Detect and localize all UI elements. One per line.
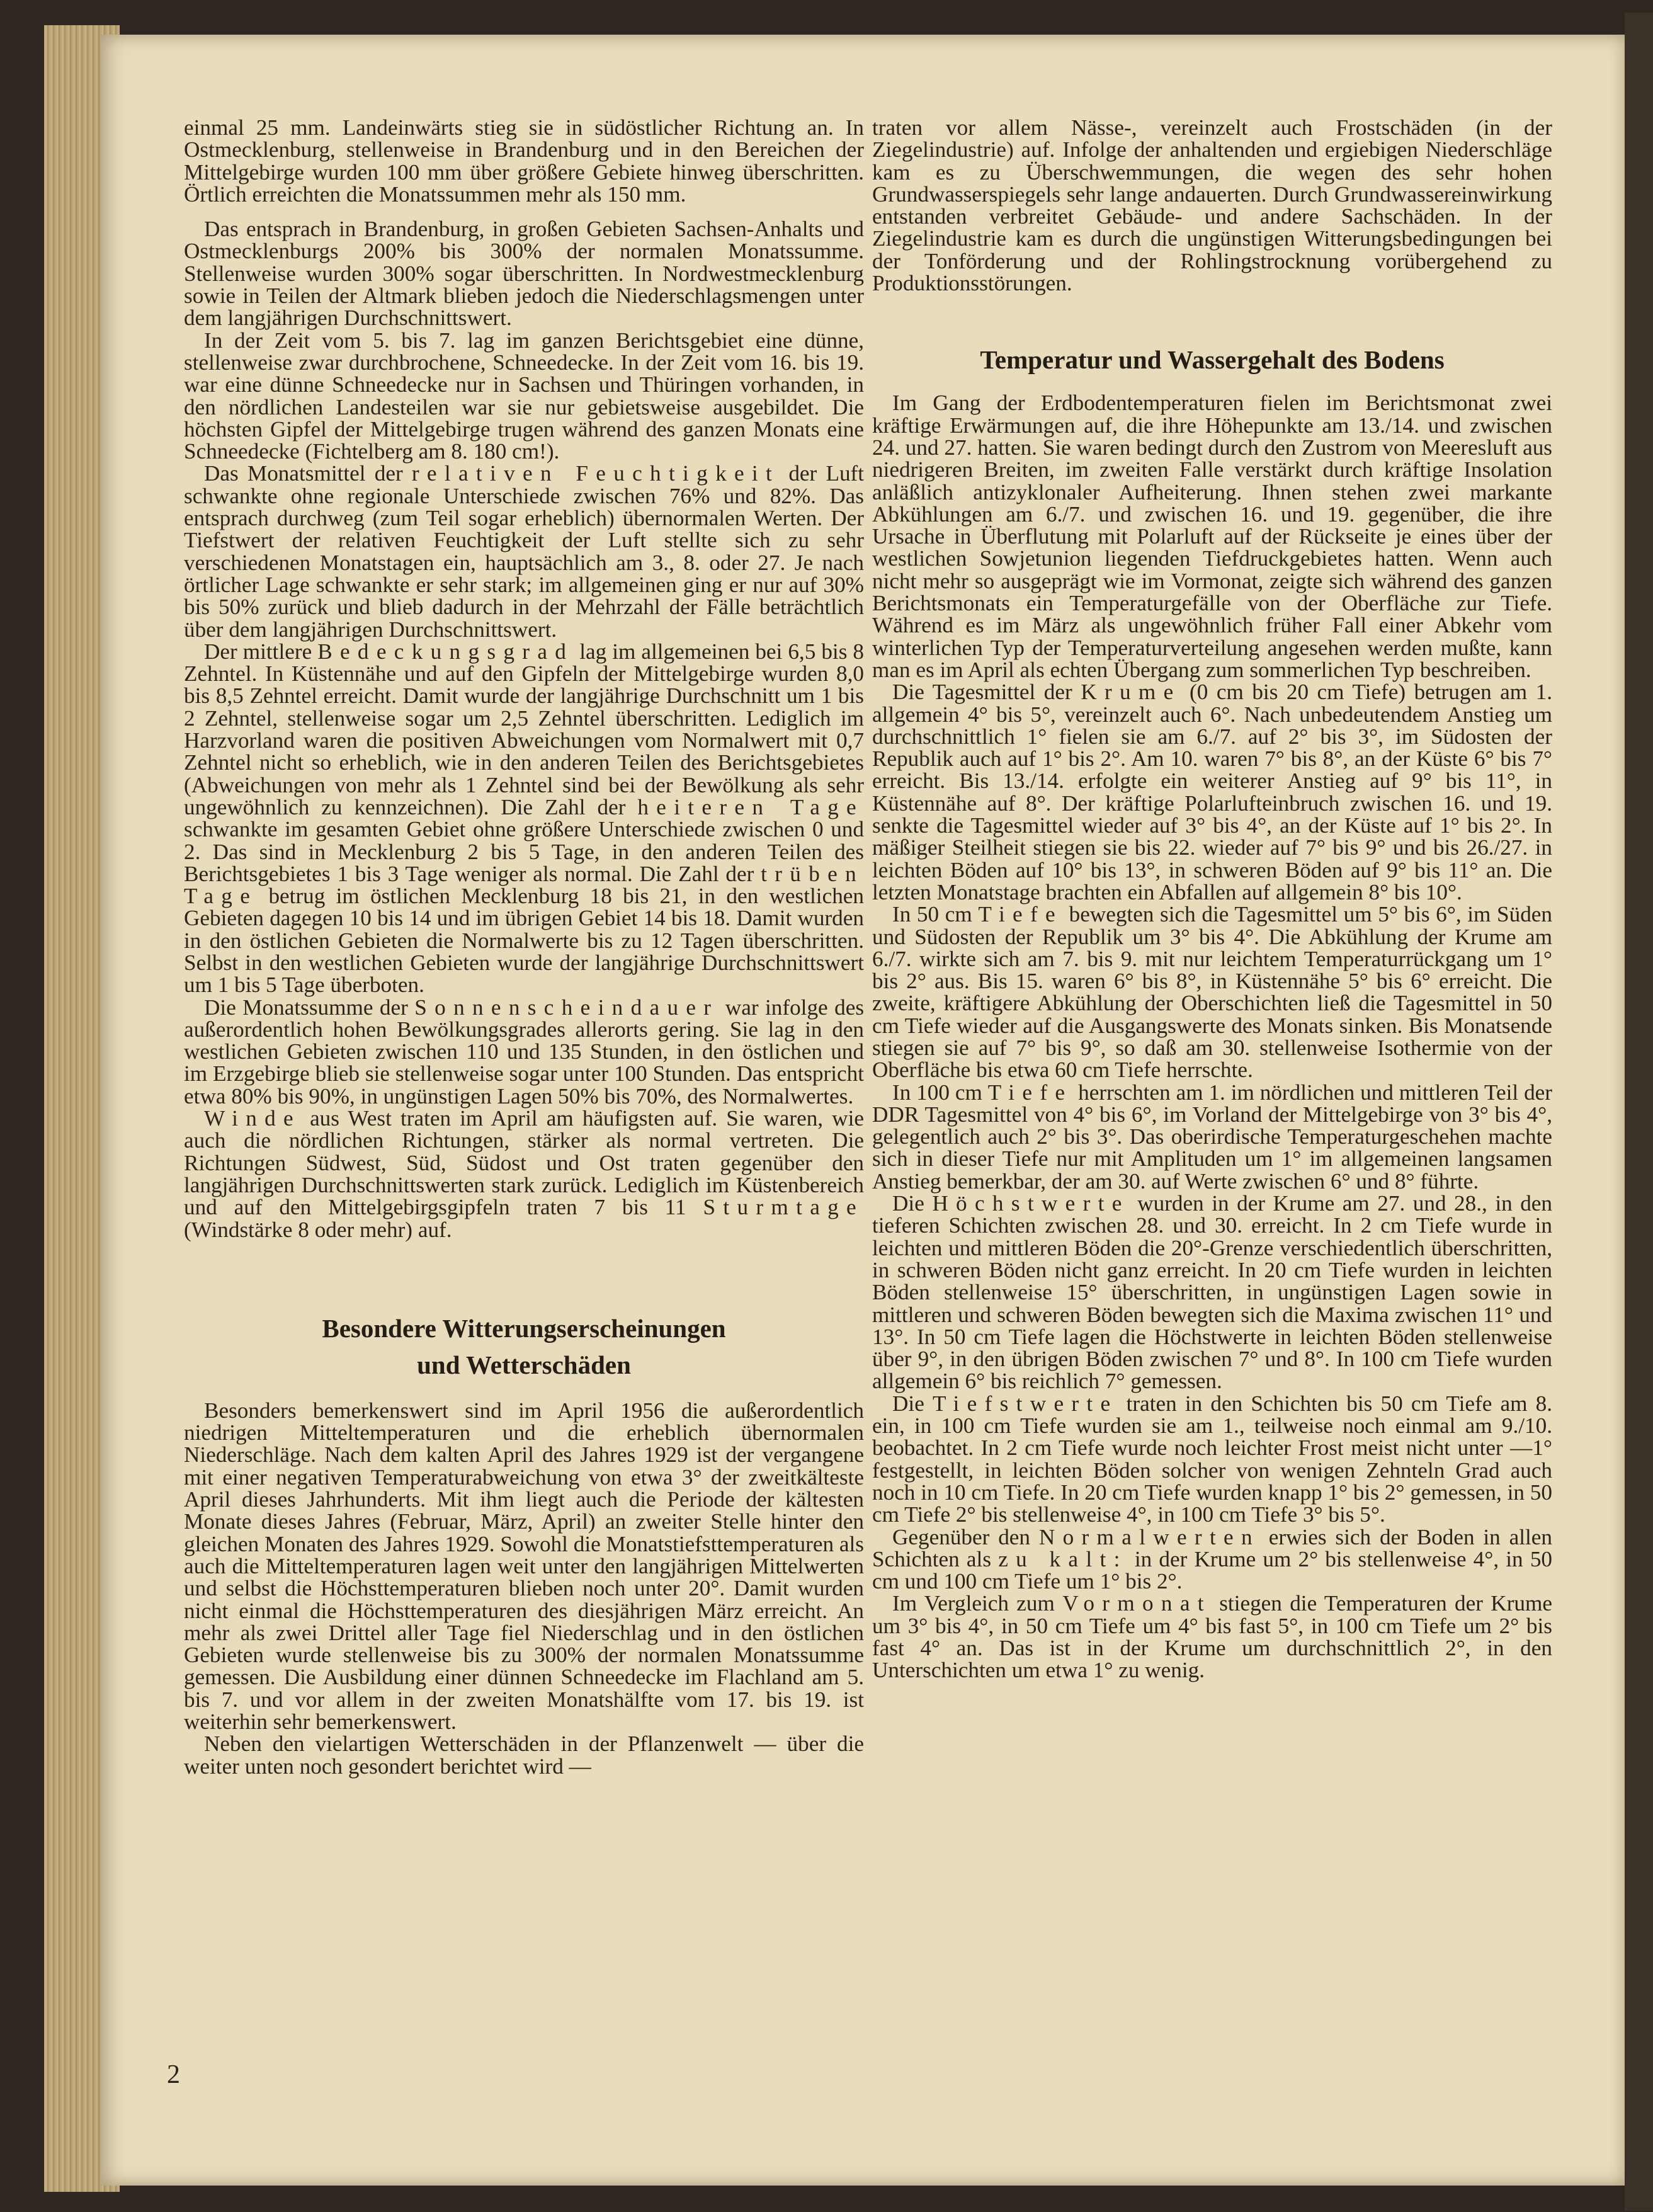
text-run: In 100 cm (892, 1080, 982, 1105)
spaced-term: Tiefstwerte (932, 1391, 1118, 1416)
paragraph: Neben den vielartigen Wetterschäden in der Pflanzenwelt — über die weiter unten noch gesondert berichtet wird — (184, 1731, 864, 1779)
right-column (872, 117, 1552, 1682)
paragraph (184, 641, 864, 996)
paragraph (872, 1192, 1552, 1393)
paragraph (872, 1081, 1552, 1192)
text-run: Im Vergleich zum (892, 1591, 1055, 1616)
paragraph (872, 1393, 1552, 1526)
text-run: lag im allgemeinen bei 6,5 bis 8 Zehntel. In Küstennähe und auf den Gipfeln der Mittelgebirge wurden 8,0 bis 8,5 Zehntel erreicht. Damit wurde der langjährige Durchschnitt um 1 bis 2 Zehntel, stellenweise sogar um 2,5 Zehntel überschritten. Lediglich im Harzvorland waren die positiven Abweichungen vom Normalwert mit 0,7 Zehntel nicht so erheblich, wie in den anderen Teilen des Berichtsgebietes (Abweichungen von mehr als 1 Zehntel sind bei der Bewölkung als sehr ungewöhnlich zu kennzeichnen). Die Zahl der (184, 639, 864, 819)
spaced-term: Normalwerten (1038, 1524, 1260, 1549)
text-run: herrschten am 1. im nördlichen und mittleren Teil der DDR Tagesmittel von 4° bis 6°, im Vorland der Mittelgebirge von 3° bis 4°, gelegentlich auch 2° bis 3°. Das oberirdische Temperaturgeschehen machte sich in dieser Tiefe nur mit Amplituden um 1° im allgemeinen langsamen Anstieg bemerkbar, der am 30. auf Werte zwischen 6° und 8° führte. (872, 1080, 1552, 1194)
left-column (184, 117, 864, 1777)
text-run: Das Monatsmittel der (204, 461, 403, 486)
text-run: In 50 cm (892, 902, 972, 927)
paragraph: traten vor allem Nässe-, vereinzelt auch Frostschäden (in der Ziegelindustrie) auf. Infolge der anhaltenden und ergiebigen Niederschläge kam es zu Überschwemmungen, die wegen des sehr hohen Grundwasserspiegels sehr lange andauerten. Durch Grundwassereinwirkung entstanden verbreitet Gebäude- und andere Sachschäden. In der Ziegelindustrie kam es durch die ungünstigen Witterungsbedingungen bei der Tonförderung und der Rohlingstrocknung vorübergehend zu Produktionsstörungen. (872, 115, 1552, 296)
text-run: Die (892, 1391, 924, 1416)
spaced-term: relativen Feuchtigkeit (411, 461, 780, 486)
text-run: wurden in der Krume am 27. und 28., in den tieferen Schichten zwischen 28. und 30. erreicht. In 2 cm Tiefe wurde in leichten und mittleren Böden die 20°-Grenze verschiedentlich überschritten, in schweren Böden nicht ganz erreicht. In 20 cm Tiefe wurden in leichten Böden stellenweise 15° überschritten, in ungünstigen Lagen sowie in mittleren und schweren Böden bewegten sich die Maxima zwischen 11° und 13°. In 50 cm Tiefe lagen die Höchstwerte in leichten Böden stellenweise über 9°, in den übrigen Böden zwischen 7° und 8°. In 100 cm Tiefe wurden allgemein 6° bis reichlich 7° gemessen. (872, 1191, 1553, 1394)
spaced-term: Winde (204, 1106, 301, 1131)
text-run: war infolge des außerordentlich hohen Bewölkungsgrades allerorts gering. Sie lag in den westlichen Gebieten zwischen 110 und 135 Stunden, in den östlichen und im Erzgebirge blieb sie stellenweise sogar unter 100 Stunden. Das entspricht etwa 80% bis 90%, in ungünstigen Lagen 50% bis 70%, des Normalwertes. (184, 995, 865, 1109)
text-run: Der mittlere (204, 639, 312, 664)
heading-line: und Wetterschäden (417, 1350, 631, 1379)
heading-line: Besondere Witterungserscheinungen (322, 1313, 726, 1343)
paragraph (872, 1526, 1552, 1593)
page-number: 2 (167, 2060, 180, 2089)
spaced-term: trüben Tage (184, 861, 864, 909)
paragraph (872, 903, 1552, 1081)
text-run: traten in den Schichten bis 50 cm Tiefe am 8. ein, in 100 cm Tiefe wurden sie am 1., teilweise noch einmal am 9./10. beobachtet. In 2 cm Tiefe wurde noch leichter Frost meist nicht unter —1° festgestellt, in leichten Böden solcher von wenigen Zehnteln Grad auch noch in 10 cm Tiefe. In 20 cm Tiefe wurden knapp 1° bis 2° gemessen, in 50 cm Tiefe 2° bis stellenweise 4°, in 100 cm Tiefe 3° bis 5°. (872, 1391, 1553, 1527)
text-run: stiegen die Temperaturen der Krume um 3° bis 4°, in 50 cm Tiefe um 4° bis fast 5°, in 100 cm Tiefe um 2° bis fast 4° an. Das ist in der Krume um durchschnittlich 2°, in den Unterschichten um etwa 1° zu wenig. (872, 1591, 1553, 1683)
text-run: Gegenüber den (892, 1524, 1030, 1549)
paragraph (872, 1592, 1552, 1681)
spaced-term: heiteren Tage (637, 794, 864, 819)
text-run: in der Krume um 2° bis stellenweise 4°, in 50 cm und 100 cm Tiefe um 1° bis 2°. (872, 1546, 1553, 1594)
text-run: (0 cm bis 20 cm Tiefe) betrugen am 1. allgemein 4° bis 5°, vereinzelt auch 6°. Nach unbedeutendem Anstieg um durchschnittlich 1° fielen sie am 6./7. auf 2° bis 3°, im Südosten der Republik auch auf 1° bis 2°. Am 10. waren 7° bis 8°, an der Küste 6° bis 7° erreicht. Bis 13./14. erfolgte ein weiterer Anstieg auf 9° bis 11°, in Küstennähe auf 8°. Der kräftige Polarlufteinbruch zwischen 16. und 19. senkte die Tagesmittel wieder auf 3° bis 4°, an der Küste auf 1° bis 2°. In mäßiger Steilheit stiegen sie bis 22. wieder auf 7° bis 9° und bis 26./27. in leichten Böden auf 10° bis 13°, in schweren Böden auf 9° bis 11° an. Die letzten Monatstage brachten ein Abfallen auf allgemein 8° bis 10°. (872, 680, 1553, 904)
spaced-term: Tiefe (978, 902, 1063, 927)
spaced-term: Tiefe (987, 1080, 1073, 1105)
book-binding-edge (1625, 13, 1653, 2211)
paragraph (184, 462, 864, 640)
text-run: betrug im östlichen Mecklenburg 18 bis 21, in den westlichen Gebieten dagegen 10 bis 14 und im übrigen Gebiet 14 bis 18. Damit wurden in den östlichen Gebieten die Normalwerte bis zu 12 Tagen überschritten. Selbst in den westlichen Gebieten wurde der langjährige Durchschnittswert um 1 bis 5 Tage überboten. (184, 884, 865, 998)
paragraph: In der Zeit vom 5. bis 7. lag im ganzen Berichtsgebiet eine dünne, stellenweise zwar durchbrochene, Schneedecke. In der Zeit vom 16. bis 19. war eine dünne Schneedecke nur in Sachsen und Thüringen vorhanden, in den nördlichen Landesteilen war sie nur gebietsweise ausgebildet. Die höchsten Gipfel der Mittelgebirge trugen während des ganzen Monats eine Schneedecke (Fichtelberg am 8. 180 cm!). (184, 328, 864, 464)
text-run: Die (892, 1191, 924, 1216)
text-run: (Windstärke 8 oder mehr) auf. (184, 1217, 452, 1242)
paragraph: einmal 25 mm. Landeinwärts stieg sie in südöstlicher Richtung an. In Ostmecklenburg, stellenweise in Brandenburg und in den Bereichen der Mittelgebirge wurden 100 mm über größere Gebiete hinweg überschritten. Örtlich erreichten die Monatssummen mehr als 150 mm. (184, 115, 864, 207)
text-run: bewegten sich die Tagesmittel um 5° bis 6°, im Süden und Südosten der Republik um 3° bis 4°. Die Abkühlung der Krume am 6./7. wirkte sich am 7. bis 9. mit nur leichtem Temperaturrückgang um 1° bis 2° aus. Bis 15. waren 6° bis 8°, in Küstennähe 5° bis 6° erreicht. Die zweite, kräftigere Abkühlung der Oberschichten ließ die Tagesmittel in 50 cm Tiefe wieder auf die Ausgangswerte des Monats sinken. Bis Monatsende stiegen sie auf 7° bis 9°, so daß am 30. stellenweise Isothermie von der Oberfläche bis etwa 60 cm Tiefe herrschte. (872, 902, 1552, 1083)
text-run: schwankte im gesamten Gebiet ohne größere Unterschiede zwischen 0 und 2. Das sind in Mecklenburg 2 bis 5 Tage, in den anderen Teilen des Berichtsgebietes 1 bis 3 Tage weniger als normal. Die Zahl der (184, 817, 864, 886)
text-run: erwies sich der Boden in allen Schichten als (872, 1524, 1552, 1571)
paragraph (872, 681, 1552, 903)
spaced-term: zu kalt: (998, 1546, 1128, 1571)
text-run: Die Tagesmittel der (892, 680, 1072, 705)
text-run: aus West traten im April am häufigsten auf. Sie waren, wie auch die nördlichen Richtungen, stärker als normal vertreten. Die Richtungen Südwest, Süd, Südost und Ost traten gegenüber den langjährigen Durchschnittswerten stark zurück. Lediglich im Küstenbereich und auf den Mittelgebirgsgipfeln traten 7 bis 11 (184, 1106, 864, 1220)
spaced-term: Krume (1081, 680, 1181, 705)
spaced-term: Vormonat (1062, 1591, 1212, 1616)
spaced-term: Höchstwerte (932, 1191, 1130, 1216)
text-run: der Luft schwankte ohne regionale Unterschiede zwischen 76% und 82%. Das entsprach durchweg (zum Teil sogar erheblich) übernormalen Werten. Der Tiefstwert der relativen Feuchtigkeit der Luft stellte sich zu sehr verschiedenen Monatstagen ein, hauptsächlich am 3., 8. oder 27. Je nach örtlicher Lage schwankte er sehr stark; im allgemeinen ging er nur auf 30% bis 50% zurück und blieb dadurch in der Mehrzahl der Fälle beträchtlich über dem langjährigen Durchschnittswert. (184, 461, 865, 642)
section-heading (184, 1310, 864, 1383)
text-run: Die Monatssumme der (204, 995, 408, 1020)
paragraph (184, 996, 864, 1107)
spaced-term: Bedeckungsgrad (317, 639, 574, 664)
spaced-term: Sonnenscheindauer (414, 995, 719, 1020)
spaced-term: Sturmtage (703, 1195, 864, 1220)
paragraph (184, 1107, 864, 1241)
paragraph: Besonders bemerkenswert sind im April 1956 die außerordentlich niedrigen Mitteltemperaturen und die erheblich übernormalen Niederschläge. Nach dem kalten April des Jahres 1929 ist der vergangene mit einer negativen Temperaturabweichung von etwa 3° der zweitkälteste April dieses Jahrhunderts. Mit ihm liegt auch die Periode der kältesten Monate dieses Jahres (Februar, März, April) an zweiter Stelle hinter den gleichen Monaten des Jahres 1929. Sowohl die Monatstiefsttemperaturen als auch die Mitteltemperaturen lagen weit unter den langjährigen Mittelwerten und selbst die Höchsttemperaturen blieben noch unter 20°. Damit wurden nicht einmal die Höchsttemperaturen des diesjährigen März erreicht. An mehr als zwei Drittel aller Tage fiel Niederschlag und in den östlichen Gebieten wurde stellenweise bis zu 300% der normalen Monatssumme gemessen. Die Ausbildung einer dünnen Schneedecke im Flachland am 5. bis 7. und vor allem in der zweiten Monatshälfte vom 17. bis 19. ist weiterhin sehr bemerkenswert. (184, 1398, 864, 1734)
paragraph: Im Gang der Erdbodentemperaturen fielen im Berichtsmonat zwei kräftige Erwärmungen auf, die ihre Höhepunkte am 13./14. und zwischen 24. und 27. hatten. Sie waren bedingt durch den Zustrom von Meeresluft aus niedrigeren Breiten, im zweiten Falle verstärkt durch kräftige Insolation anläßlich antizyklonaler Aufheiterung. Ihnen stehen zwei markante Abkühlungen am 6./7. und zwischen 16. und 19. gegenüber, die ihre Ursache in Überflutung mit Polarluft auf der Rückseite je eines über der westlichen Sowjetunion liegenden Tiefdruckgebietes hatten. Wenn auch nicht mehr so ausgeprägt wie im Vormonat, zeigte sich während des ganzen Berichtsmonats ein Temperaturgefälle von der Oberfläche zur Tiefe. Während es im März als ungewöhnlich früher Fall einer Abkehr vom winterlichen Typ der Temperaturverteilung angesehen werden mußte, kann man es im April als echten Übergang zum sommerlichen Typ beschreiben. (872, 391, 1552, 682)
paragraph: Das entsprach in Brandenburg, in großen Gebieten Sachsen-Anhalts und Ostmecklenburgs 200% bis 300% der normalen Monatssumme. Stellenweise wurden 300% sogar überschritten. In Nordwestmecklenburg sowie in Teilen der Altmark blieben jedoch die Niederschlagsmengen unter dem langjährigen Durchschnittswert. (184, 217, 864, 331)
section-heading: Temperatur und Wassergehalt des Bodens (980, 345, 1445, 375)
